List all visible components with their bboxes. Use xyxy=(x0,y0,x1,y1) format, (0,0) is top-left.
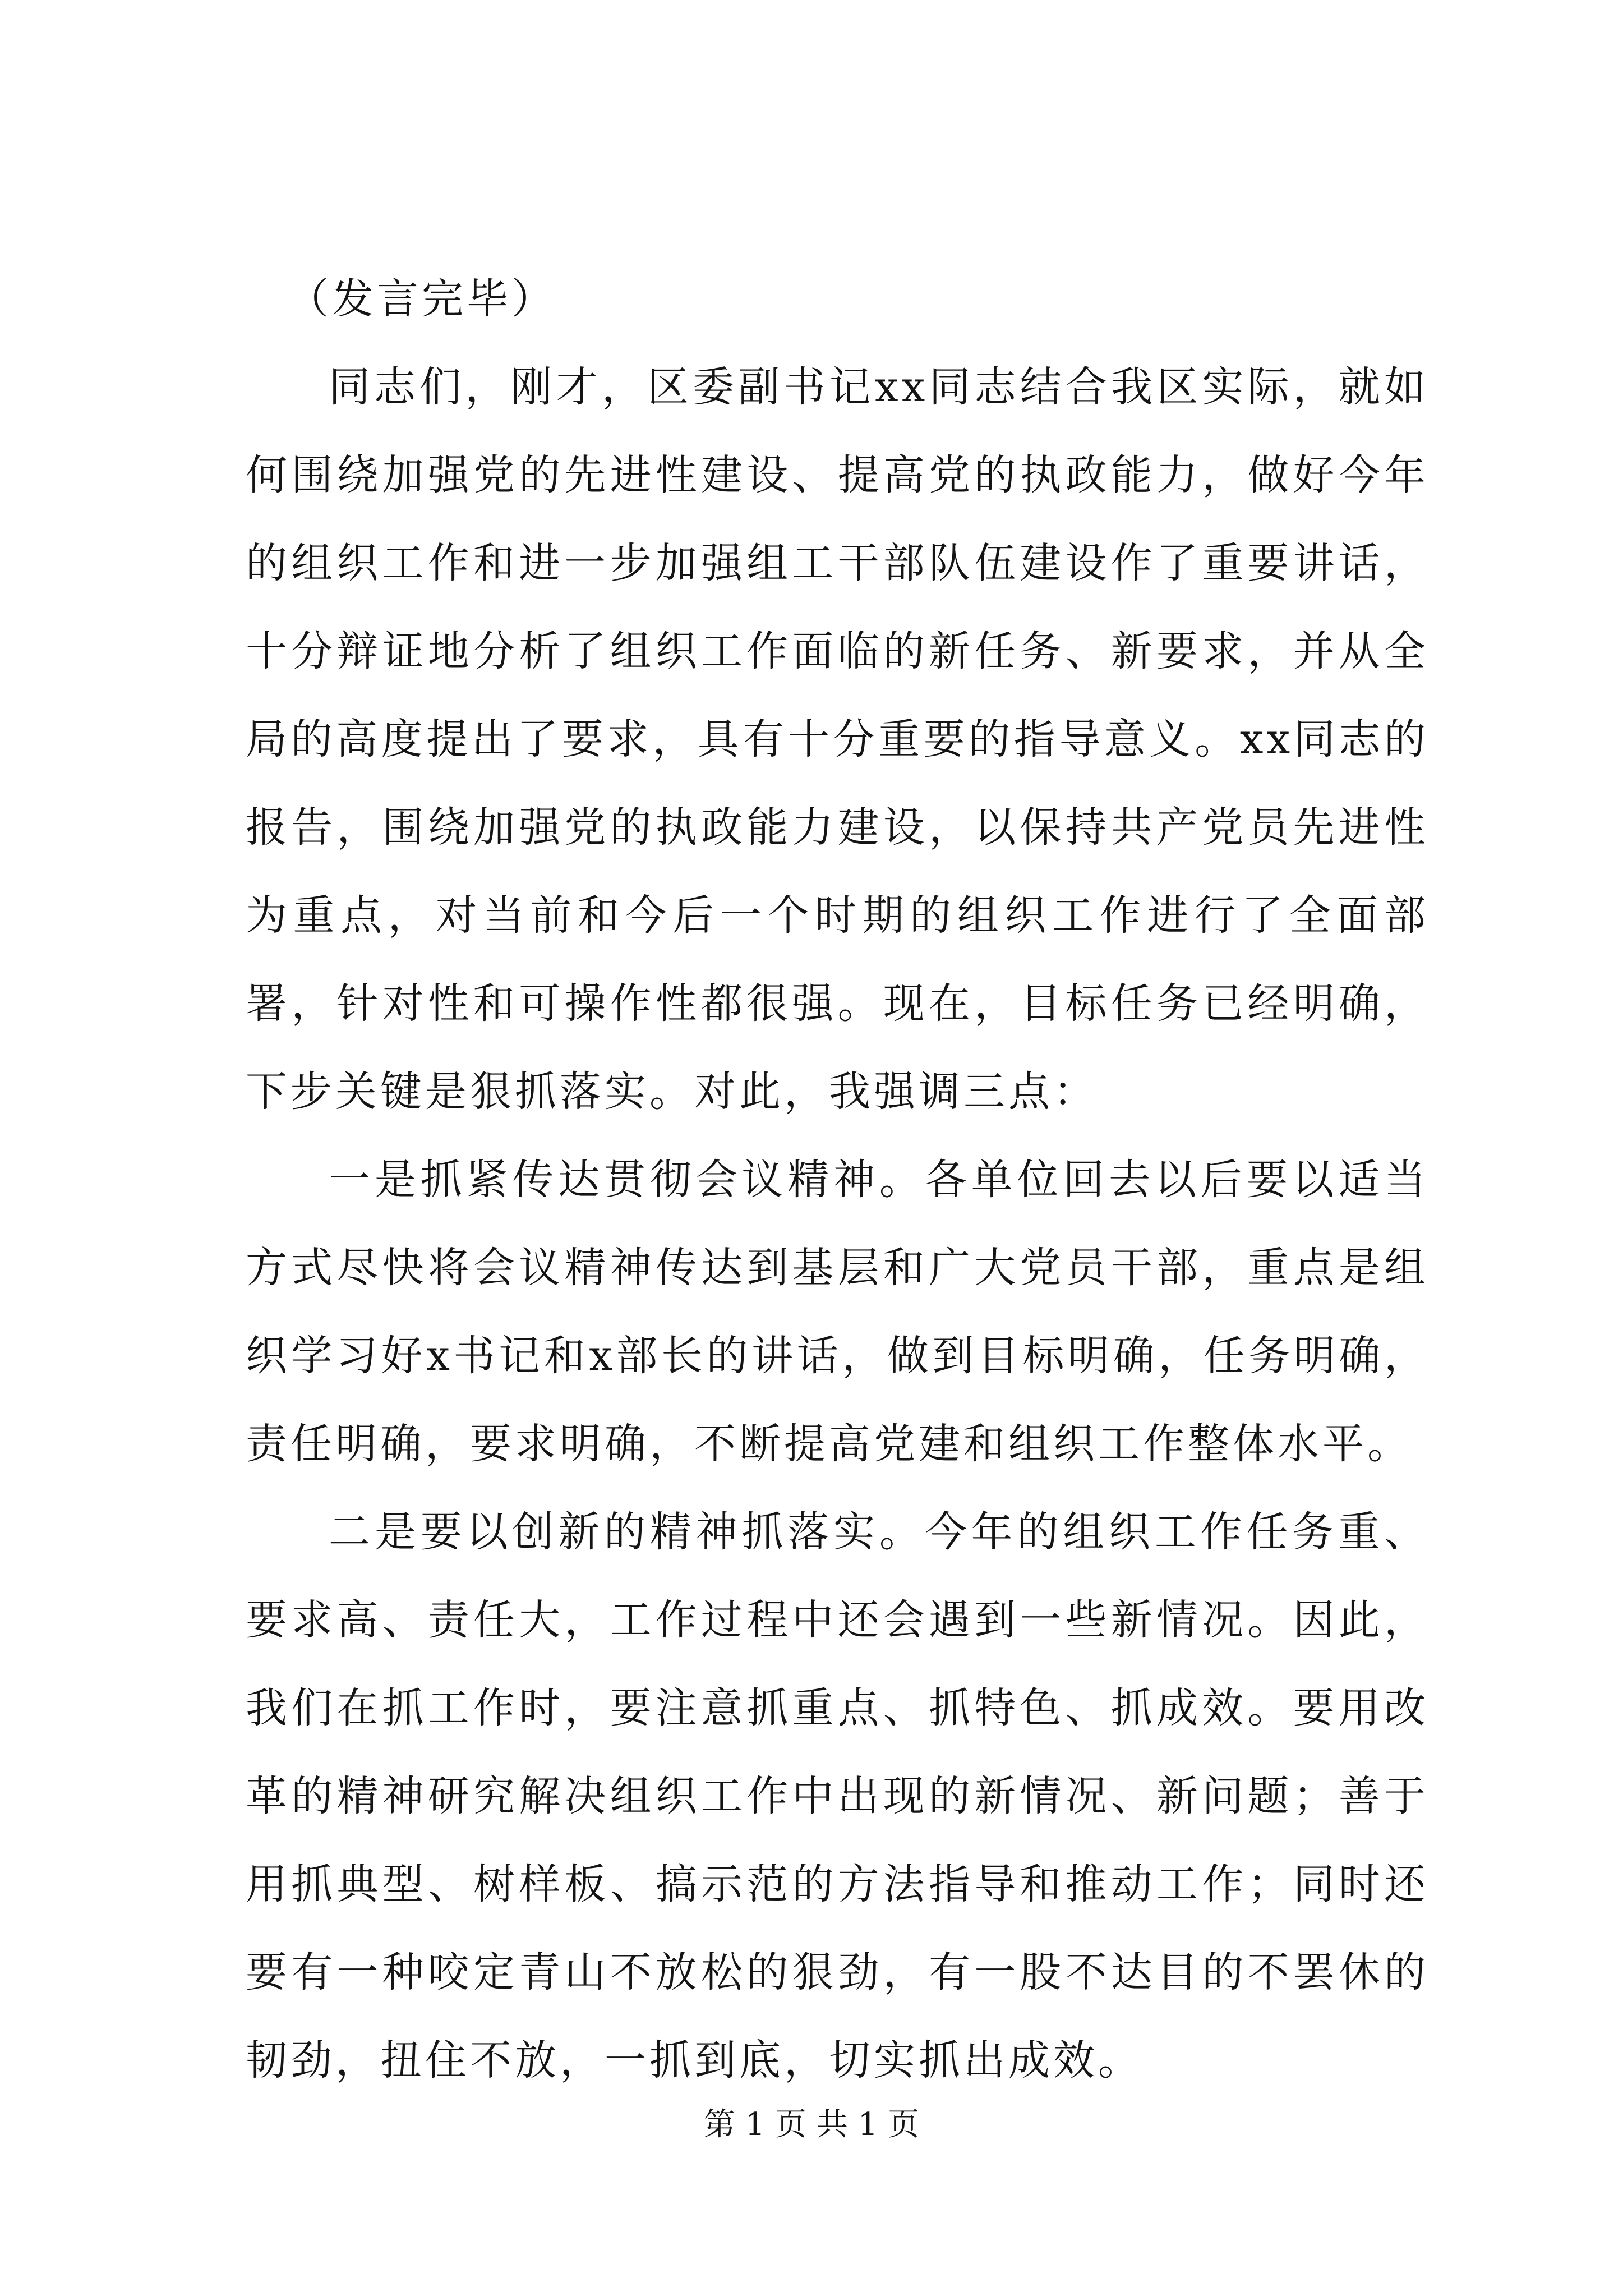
paragraph-point-one: 一是抓紧传达贯彻会议精神。各单位回去以后要以适当方式尽快将会议精神传达到基层和广大党员干部，重点是组织学习好x书记和x部长的讲话，做到目标明确，任务明确，责任明确，要求明确，不断提高党建和组织工作整体水平。 xyxy=(246,1156,1429,1468)
paragraph-point-two: 二是要以创新的精神抓落实。今年的组织工作任务重、要求高、责任大，工作过程中还会遇到一些新情况。因此，我们在抓工作时，要注意抓重点、抓特色、抓成效。要用改革的精神研究解决组织工作中出现的新情况、新问题；善于用抓典型、树样板、搞示范的方法指导和推动工作；同时还要有一种咬定青山不放松的狠劲，有一股不达目的不罢休的韧劲，扭住不放，一抓到底，切实抓出成效。 xyxy=(246,1508,1429,2085)
page-footer: 第 1 页 共 1 页 xyxy=(703,2106,920,2143)
closing-note: （发言完毕） xyxy=(287,275,556,323)
document-body xyxy=(246,255,1429,2105)
paragraph-opening: 同志们，刚才，区委副书记xx同志结合我区实际，就如何围绕加强党的先进性建设、提高党的执政能力，做好今年的组织工作和进一步加强组工干部队伍建设作了重要讲话，十分辩证地分析了组织工作面临的新任务、新要求，并从全局的高度提出了要求，具有十分重要的指导意义。xx同志的报告，围绕加强党的执政能力建设，以保持共产党员先进性为重点，对当前和今后一个时期的组织工作进行了全面部署，针对性和可操作性都很强。现在，目标任务已经明确，下步关键是狠抓落实。对此，我强调三点： xyxy=(246,363,1429,1116)
